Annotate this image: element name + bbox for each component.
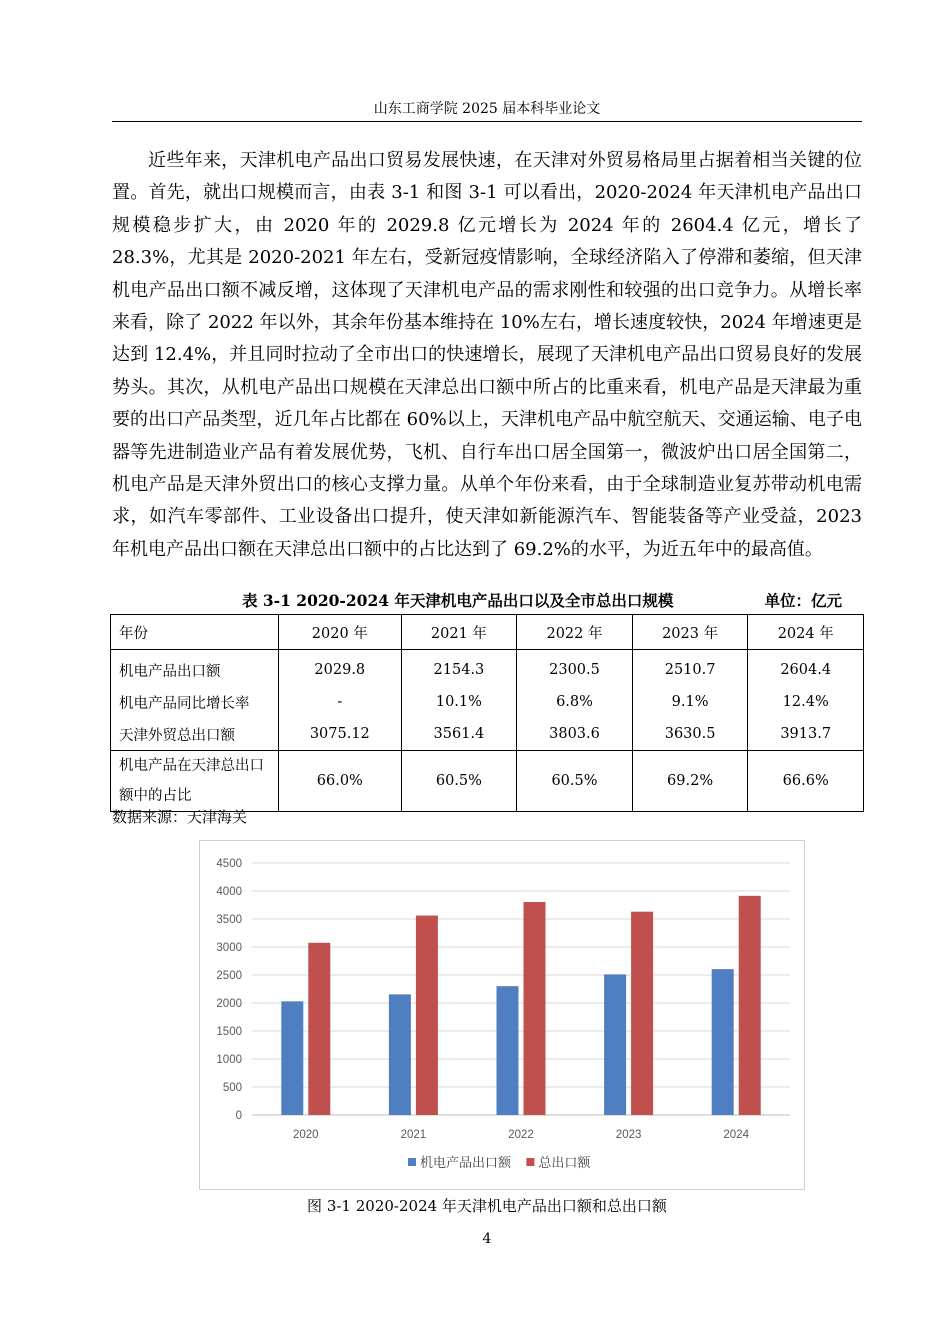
bar [712,969,734,1115]
y-tick-label: 4500 [216,858,242,870]
data-source: 数据来源：天津海关 [112,808,248,826]
share-label-line2: 额中的占比 [119,788,192,804]
header-rule [112,121,862,122]
table-cell: 9.1% [632,686,748,718]
table-caption-unit: 单位：亿元 [764,591,842,610]
table-header-row [111,615,864,650]
y-tick-label: 4000 [216,886,242,898]
page-header: 山东工商学院 2025 届本科毕业论文 [373,101,601,117]
bar-chart [199,840,805,1190]
x-tick-label: 2020 [293,1129,319,1141]
table-row [111,718,864,751]
page-number: 4 [482,1231,492,1247]
table-row-share [111,751,864,812]
table-caption-title: 表 3-1 2020-2024 年天津机电产品出口以及全市总出口规模 [242,591,674,610]
table-cell: 机电产品出口额 [111,650,279,687]
bar [497,986,519,1115]
x-tick-label: 2024 [723,1129,749,1141]
legend-swatch [526,1158,534,1166]
y-tick-label: 500 [222,1082,242,1094]
bar [389,994,411,1115]
table-header-cell: 2021 年 [401,615,517,650]
legend-label: 机电产品出口额 [420,1156,512,1171]
y-tick-label: 3500 [216,914,242,926]
table-cell: - [279,686,402,718]
table-cell: 66.0% [279,751,402,812]
table-cell: 60.5% [401,751,517,812]
data-table [110,614,864,812]
table-header-cell: 2022 年 [517,615,633,650]
body-paragraph: 近些年来，天津机电产品出口贸易发展快速，在天津对外贸易格局里占据着相当关键的位置。首先，就出口规模而言，由表 3-1 和图 3-1 可以看出，2020-2024 年天津机电产品出口规模稳步扩大，由 2020 年的 2029.8 亿元增长为 2024 年的 2604.4 亿元，增长了 28.3%，尤其是 2020-2021 年左右，受新冠疫情影响，全球经济陷入了停滞和萎缩，但天津机电产品出口额不减反增，这体现了天津机电产品的需求刚性和较强的出口竞争力。从增长率来看，除了 2022 年以外，其余年份基本维持在 10%左右，增长速度较快，2024 年增速更是达到 12.4%，并且同时拉动了全市出口的快速增长，展现了天津机电产品出口贸易良好的发展势头。其次，从机电产品出口规模在天津总出口额中所占的比重来看，机电产品是天津最为重要的出口产品类型，近几年占比都在 60%以上，天津机电产品中航空航天、交通运输、电子电器等先进制造业产品有着发展优势，飞机、自行车出口居全国第一，微波炉出口居全国第二，机电产品是天津外贸出口的核心支撑力量。从单个年份来看，由于全球制造业复苏带动机电需求，如汽车零部件、工业设备出口提升，使天津如新能源汽车、智能装备等产业受益，2023 年机电产品出口额在天津总出口额中的占比达到了 69.2%的水平，为近五年中的最高值。 [112,150,862,560]
table-header-cell: 2024 年 [748,615,864,650]
table-cell: 3561.4 [401,718,517,751]
table-cell: 2154.3 [401,650,517,687]
y-tick-label: 0 [235,1110,242,1122]
table-cell: 2604.4 [748,650,864,687]
table-header-cell: 2020 年 [279,615,402,650]
table-cell: 60.5% [517,751,633,812]
table-cell: 69.2% [632,751,748,812]
table-cell: 2029.8 [279,650,402,687]
chart-canvas [200,841,806,1191]
y-tick-label: 3000 [216,942,242,954]
table-header-cell: 年份 [111,615,279,650]
table-cell [111,751,279,812]
bar [739,896,761,1115]
table-cell: 10.1% [401,686,517,718]
table-cell: 6.8% [517,686,633,718]
table-header-cell: 2023 年 [632,615,748,650]
figure-caption: 图 3-1 2020-2024 年天津机电产品出口额和总出口额 [307,1197,667,1215]
table-cell: 3803.6 [517,718,633,751]
legend-label: 总出口额 [538,1156,591,1171]
y-tick-label: 2500 [216,970,242,982]
bar [308,943,330,1115]
x-tick-label: 2023 [615,1129,642,1141]
bar [416,916,438,1115]
table-cell: 天津外贸总出口额 [111,718,279,751]
table-row [111,686,864,718]
share-label-line1: 机电产品在天津总出口 [119,758,264,774]
bar [631,912,653,1115]
table-cell: 2300.5 [517,650,633,687]
bar [604,974,626,1115]
table-cell: 3075.12 [279,718,402,751]
table-cell: 3913.7 [748,718,864,751]
table-cell: 机电产品同比增长率 [111,686,279,718]
table-cell: 66.6% [748,751,864,812]
table-caption [112,590,862,612]
bar [281,1001,303,1115]
table-row [111,650,864,687]
y-tick-label: 2000 [216,998,242,1010]
x-tick-label: 2021 [400,1129,427,1141]
table-cell: 2510.7 [632,650,748,687]
x-tick-label: 2022 [508,1129,534,1141]
bar [524,902,546,1115]
table-cell: 3630.5 [632,718,748,751]
y-tick-label: 1500 [216,1026,242,1038]
table-cell: 12.4% [748,686,864,718]
y-tick-label: 1000 [216,1054,242,1066]
legend-swatch [408,1158,416,1166]
